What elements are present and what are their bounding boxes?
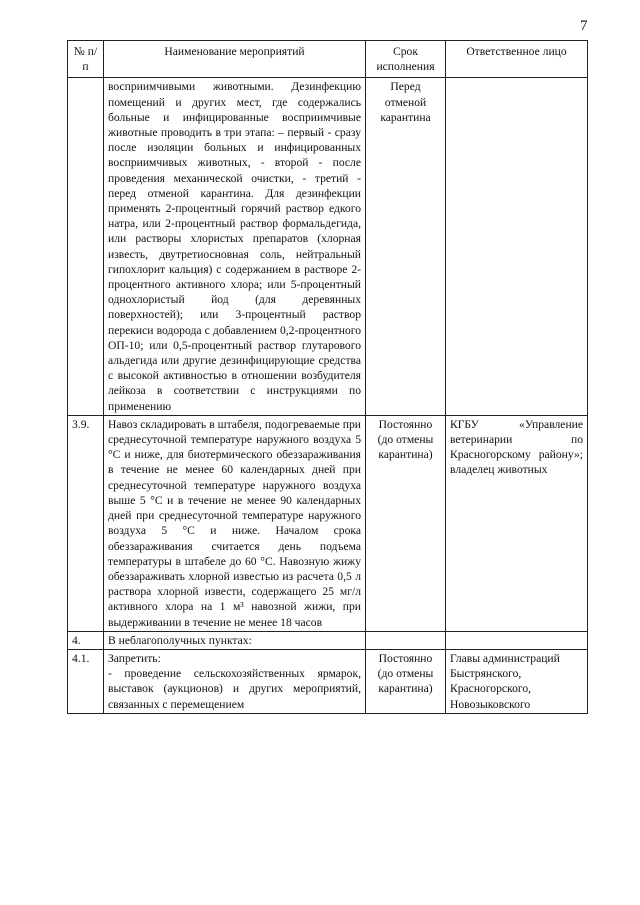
- row-responsible: КГБУ «Управление ветеринарии по Красногорскому району»; владелец животных: [446, 415, 588, 631]
- measures-table: [67, 40, 588, 714]
- responsible-line: Красногорского,: [450, 682, 532, 696]
- row-responsible: [446, 649, 588, 713]
- row-num: 3.9.: [68, 415, 104, 631]
- row-term: Перед отменой карантина: [366, 78, 446, 415]
- responsible-line: Быстрянского,: [450, 667, 522, 681]
- row-num: 4.1.: [68, 649, 104, 713]
- row-term: Постоянно (до отмены карантина): [366, 649, 446, 713]
- row-num: [68, 78, 104, 415]
- header-term: Срок исполнения: [366, 41, 446, 78]
- row-term: [366, 631, 446, 649]
- responsible-line: Главы администраций: [450, 651, 560, 665]
- row-text-line: - проведение сельскохозяйственных ярмарок, выставок (аукционов) и других мероприятий, связанных с перемещением: [108, 667, 361, 711]
- row-responsible: [446, 78, 588, 415]
- table-header-row: [68, 41, 588, 78]
- row-text: Навоз складировать в штабеля, подогреваемые при среднесуточной температуре наружного воздуха 5 °С и ниже, для биотермического обеззараживания в течение не менее 60 календарных дней при среднесуточной температуре наружного воздуха выше 5 °С и в течение не менее 90 календарных дней при среднесуточной температуре наружного воздуха 5 °С и ниже. Началом срока обеззараживания считается день подъема температуры в штабеле до 60 °С. Навозную жижу обеззараживать хлорной известью из расчета 0,5 л раствора хлорной извести, содержащего 25 мг/л активного хлора на 1 м³ навозной жижи, при выдерживании в течение не менее 18 часов: [104, 415, 366, 631]
- responsible-line: Новозыковского: [450, 697, 531, 711]
- table-row: [68, 631, 588, 649]
- table-row: [68, 78, 588, 415]
- row-num: 4.: [68, 631, 104, 649]
- row-term: Постоянно (до отмены карантина): [366, 415, 446, 631]
- row-text: В неблагополучных пунктах:: [104, 631, 366, 649]
- row-text: [104, 649, 366, 713]
- page-number: 7: [580, 18, 588, 34]
- header-name: Наименование мероприятий: [104, 41, 366, 78]
- row-text-line: Запретить:: [108, 651, 161, 665]
- table-row: [68, 415, 588, 631]
- row-responsible: [446, 631, 588, 649]
- header-responsible: Ответственное лицо: [446, 41, 588, 78]
- table-row: [68, 649, 588, 713]
- row-text: восприимчивыми животными. Дезинфекцию помещений и других мест, где содержались больные и инфицированные восприимчивые животные проводить в три этапа: – первый - сразу после изоляции больных и инфицированных восприимчивых животных, - второй - после проведения механической очистки, - третий - перед отменой карантина. Для дезинфекции применять 2-процентный горячий раствор едкого натра, или 2-процентный раствор формальдегида, или растворы хлористых препаратов (хлорная известь, двутретиосновная соль, нейтральный гипохлорит кальция) с содержанием в растворе 2-процентного активного хлора; или 5-процентный однохлористый йод (для деревянных поверхностей); или 3-процентный раствор перекиси водорода с добавлением 0,2-процентного ОП-10; или 0,5-процентный раствор глутарового альдегида или другие дезинфицирующие средства с высокой активностью в отношении возбудителя лейкоза в соответствии с инструкциями по применению: [104, 78, 366, 415]
- header-num: № п/п: [68, 41, 104, 78]
